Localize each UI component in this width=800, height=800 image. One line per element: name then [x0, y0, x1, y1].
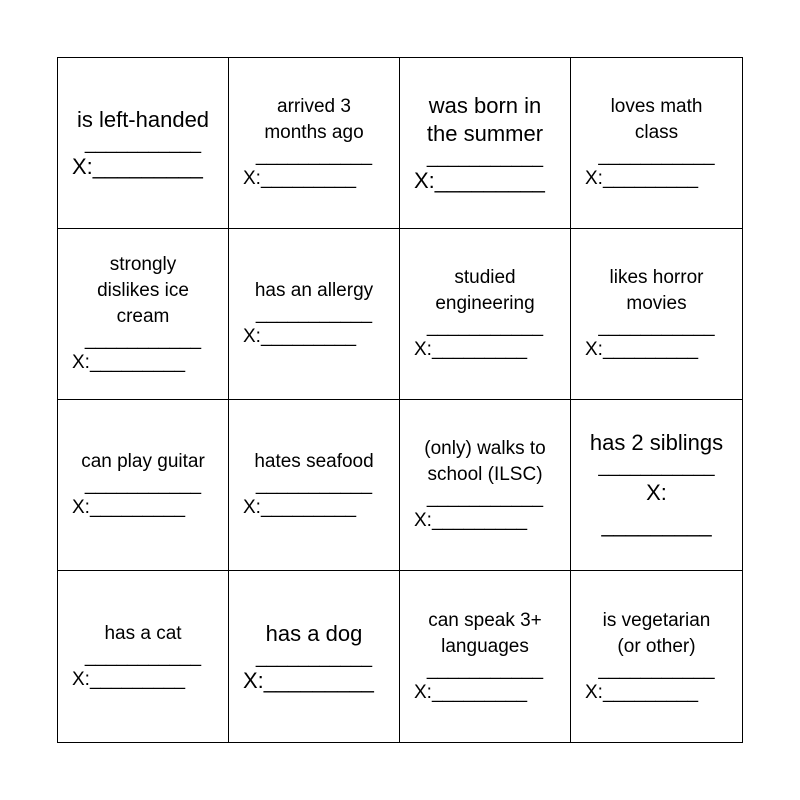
name-blank[interactable]: ___________	[255, 646, 373, 668]
x-mark-blank[interactable]: X:_________	[585, 168, 699, 189]
name-blank[interactable]: ___________	[426, 487, 544, 508]
cell-phrase: (only) walks to school (ILSC)	[424, 438, 546, 485]
name-blank[interactable]: ___________	[255, 474, 373, 495]
name-blank[interactable]: ___________	[426, 147, 544, 168]
cell-phrase: has a dog	[265, 620, 363, 646]
bingo-cell[interactable]	[58, 400, 229, 571]
cell-phrase: can play guitar	[81, 451, 205, 472]
cell-phrase: loves math class	[610, 96, 703, 143]
x-mark-blank[interactable]: X:_________	[414, 339, 528, 360]
bingo-cell[interactable]	[571, 571, 742, 742]
x-mark-blank[interactable]: X:_________	[72, 497, 186, 518]
name-blank[interactable]: ___________	[84, 645, 202, 667]
x-mark-blank[interactable]: X: _________	[601, 480, 712, 537]
name-blank[interactable]: ___________	[426, 658, 544, 680]
name-blank[interactable]: ___________	[426, 316, 544, 337]
cell-phrase: likes horror movies	[609, 267, 704, 314]
bingo-cell[interactable]	[571, 58, 742, 229]
name-blank[interactable]: ___________	[598, 316, 715, 337]
cell-phrase: was born in the summer	[426, 93, 544, 146]
x-mark-blank[interactable]: X:_________	[414, 681, 528, 703]
cell-phrase: is vegetarian (or other)	[602, 609, 711, 657]
bingo-cell[interactable]	[400, 229, 571, 400]
name-blank[interactable]: ___________	[598, 145, 715, 166]
name-blank[interactable]: ___________	[598, 456, 715, 477]
bingo-cell[interactable]	[571, 229, 742, 400]
x-mark-blank[interactable]: X:_________	[585, 681, 699, 703]
cell-phrase: studied engineering	[435, 267, 535, 314]
x-mark-blank[interactable]: X:_________	[243, 497, 357, 518]
cell-phrase: has a cat	[104, 622, 182, 644]
name-blank[interactable]: ___________	[255, 145, 373, 166]
x-mark-blank[interactable]: X:_________	[243, 667, 374, 693]
x-mark-blank[interactable]: X:_________	[414, 510, 528, 531]
x-mark-blank[interactable]: X:_________	[585, 339, 699, 360]
x-mark-blank[interactable]: X:_________	[243, 326, 357, 347]
bingo-cell[interactable]	[229, 58, 400, 229]
cell-phrase: strongly dislikes ice cream	[97, 254, 189, 327]
cell-phrase: is left-handed	[76, 107, 210, 132]
bingo-board	[57, 57, 743, 743]
bingo-cell[interactable]	[400, 571, 571, 742]
name-blank[interactable]: ___________	[84, 329, 202, 350]
bingo-cell[interactable]	[58, 58, 229, 229]
cell-phrase: has an allergy	[254, 280, 374, 301]
bingo-cell[interactable]	[571, 400, 742, 571]
name-blank[interactable]: ___________	[84, 133, 202, 154]
bingo-cell[interactable]	[58, 571, 229, 742]
x-mark-blank[interactable]: X:_________	[72, 352, 186, 373]
bingo-cell[interactable]	[400, 58, 571, 229]
bingo-cell[interactable]	[229, 229, 400, 400]
bingo-cell[interactable]	[58, 229, 229, 400]
bingo-cell[interactable]	[229, 571, 400, 742]
cell-phrase: arrived 3 months ago	[264, 96, 364, 143]
x-mark-blank[interactable]: X:_________	[72, 154, 203, 179]
x-mark-blank[interactable]: X:_________	[243, 168, 357, 189]
cell-phrase: hates seafood	[254, 451, 374, 472]
bingo-cell[interactable]	[229, 400, 400, 571]
x-mark-blank[interactable]: X:_________	[414, 168, 545, 193]
name-blank[interactable]: ___________	[255, 303, 373, 324]
cell-phrase: has 2 siblings	[589, 430, 724, 455]
bingo-cell[interactable]	[400, 400, 571, 571]
cell-phrase: can speak 3+ languages	[428, 609, 542, 657]
name-blank[interactable]: ___________	[84, 474, 202, 495]
x-mark-blank[interactable]: X:_________	[72, 668, 186, 690]
name-blank[interactable]: ___________	[598, 658, 715, 680]
